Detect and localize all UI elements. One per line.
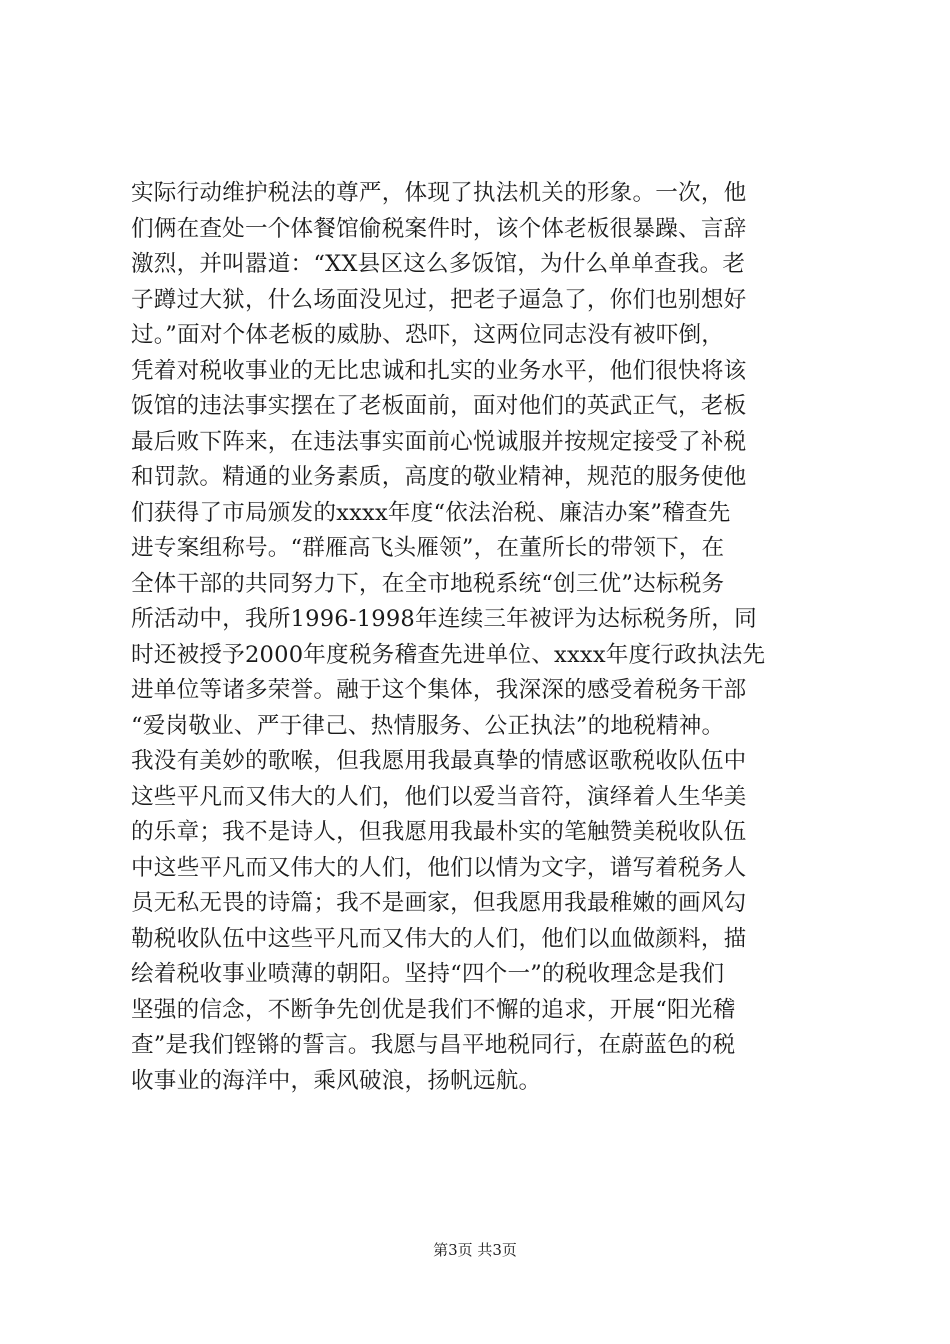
text-line: 收事业的海洋中，乘风破浪，扬帆远航。 — [131, 1067, 542, 1094]
text-line: 坚强的信念，不断争先创优是我们不懈的追求，开展“阳光稽 — [131, 996, 736, 1023]
text-line: 最后败下阵来，在违法事实面前心悦诚服并按规定接受了补税 — [131, 428, 747, 455]
text-line: 进单位等诸多荣誉。融于这个集体，我深深的感受着税务干部 — [131, 677, 747, 703]
text-line: 们俩在查处一个体餐馆偷税案件时，该个体老板很暴躁、言辞 — [131, 215, 747, 242]
text-line: 的乐章；我不是诗人，但我愿用我最朴实的笔触赞美税收队伍 — [131, 819, 747, 845]
text-line: “爱岗敬业、严于律己、热情服务、公正执法”的地税精神。 — [131, 712, 725, 739]
page-number-footer: 第3页 共3页 — [433, 1241, 517, 1259]
text-line: 中这些平凡而又伟大的人们，他们以情为文字，谱写着税务人 — [131, 854, 747, 881]
text-line: 员无私无畏的诗篇；我不是画家，但我愿用我最稚嫩的画风勾 — [131, 890, 747, 916]
text-line: 过。”面对个体老板的威胁、恐吓，这两位同志没有被吓倒， — [131, 322, 725, 348]
text-line: 查”是我们铿锵的誓言。我愿与昌平地税同行，在蔚蓝色的税 — [131, 1032, 736, 1058]
text-line: 子蹲过大狱，什么场面没见过，把老子逼急了，你们也别想好 — [131, 286, 747, 313]
text-line: 们获得了市局颁发的xxxx年度“依法治税、廉洁办案”稽查先 — [131, 499, 731, 526]
text-line: 全体干部的共同努力下，在全市地税系统“创三优”达标税务 — [131, 570, 725, 597]
text-line: 这些平凡而又伟大的人们，他们以爱当音符，演绎着人生华美 — [131, 783, 747, 810]
text-line: 饭馆的违法事实摆在了老板面前，面对他们的英武正气，老板 — [131, 393, 747, 419]
text-line: 实际行动维护税法的尊严，体现了执法机关的形象。一次，他 — [131, 180, 747, 206]
text-line: 时还被授予2000年度税务稽查先进单位、xxxx年度行政执法先 — [131, 641, 766, 668]
text-line: 凭着对税收事业的无比忠诚和扎实的业务水平，他们很快将该 — [131, 357, 747, 384]
text-line: 绘着税收事业喷薄的朝阳。坚持“四个一”的税收理念是我们 — [131, 961, 725, 987]
text-line: 我没有美妙的歌喉，但我愿用我最真挚的情感讴歌税收队伍中 — [131, 748, 747, 774]
text-line: 进专案组称号。“群雁高飞头雁领”，在董所长的带领下，在 — [131, 535, 725, 561]
body-paragraph — [131, 176, 831, 1099]
text-line: 和罚款。精通的业务素质，高度的敬业精神，规范的服务使他 — [131, 464, 747, 490]
text-line: 所活动中，我所1996-1998年连续三年被评为达标税务所，同 — [131, 606, 757, 632]
text-line: 勒税收队伍中这些平凡而又伟大的人们，他们以血做颜料，描 — [131, 925, 747, 952]
text-line: 激烈，并叫嚣道：“XX县区这么多饭馆，为什么单单查我。老 — [131, 251, 746, 277]
